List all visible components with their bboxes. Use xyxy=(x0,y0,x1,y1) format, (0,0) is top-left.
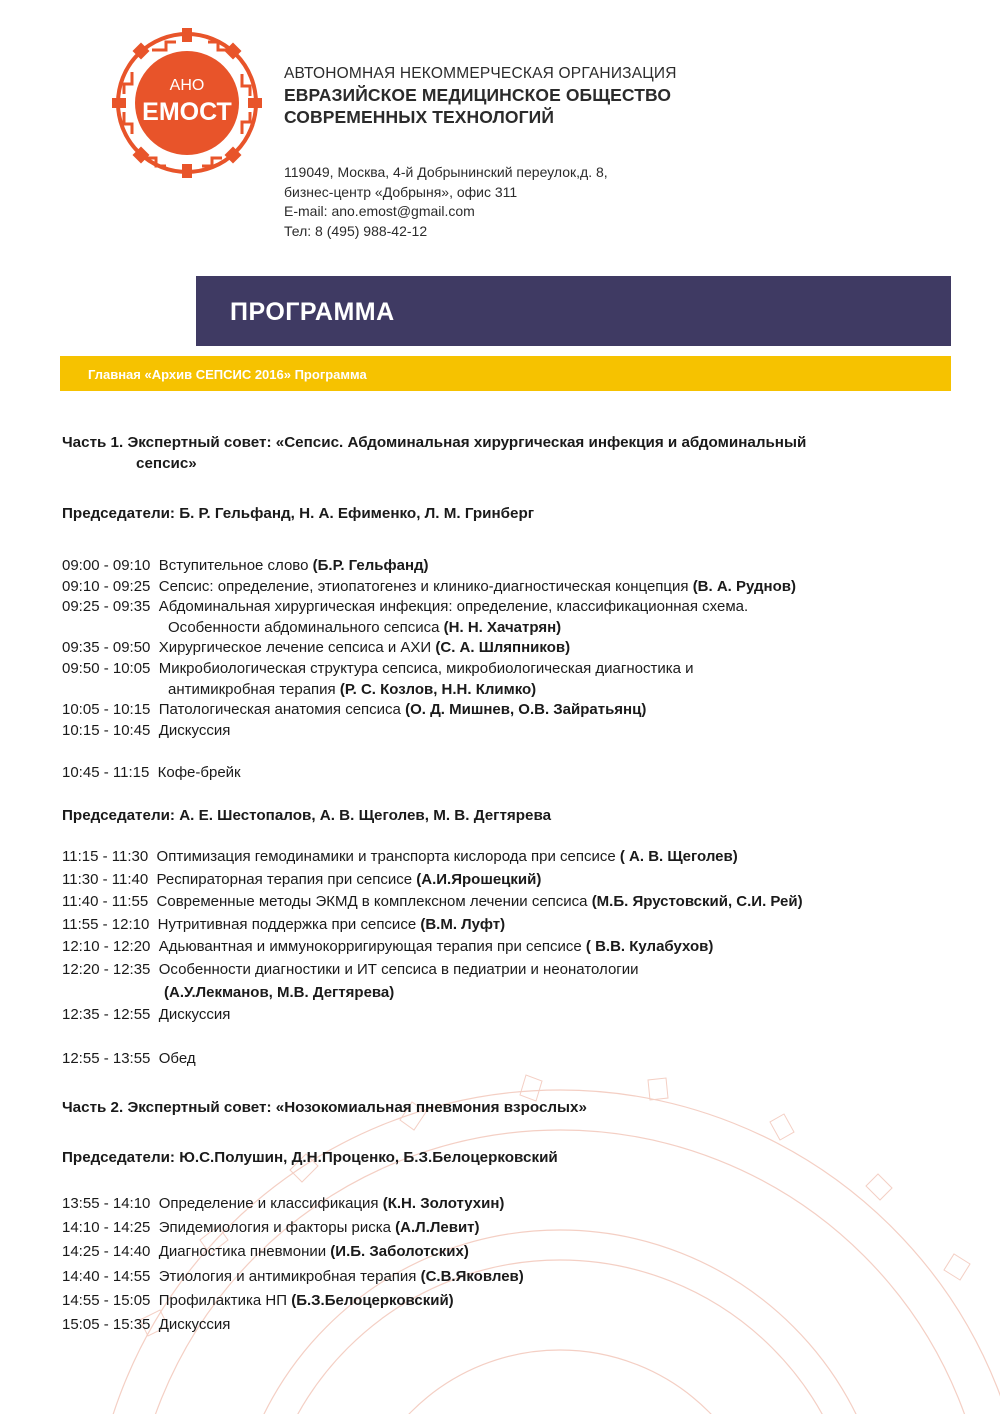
schedule-row xyxy=(62,1243,469,1260)
schedule-row xyxy=(62,722,230,739)
schedule-topic: Патологическая анатомия сепсиса xyxy=(158,701,401,719)
breadcrumb[interactable]: Главная «Архив СЕПСИС 2016» Программа xyxy=(88,367,367,382)
phone: Тел: 8 (495) 988-42-12 xyxy=(284,222,428,239)
schedule-speaker: (А.Л.Левит) xyxy=(395,1219,480,1237)
schedule-speaker: (М.Б. Ярустовский, С.И. Рей) xyxy=(591,893,803,911)
schedule-topic: Адьювантная и иммунокорригирующая терапия при сепсисе xyxy=(158,938,582,956)
schedule-topic: антимикробная терапия xyxy=(168,680,336,698)
schedule-speaker: (С.В.Яковлев) xyxy=(420,1267,524,1285)
schedule-row xyxy=(62,578,796,595)
schedule-topic: Диагностика пневмонии xyxy=(158,1243,327,1261)
schedule-time: 11:30 - 11:40 xyxy=(62,870,149,888)
organization-name xyxy=(284,64,677,128)
schedule-speaker: (С. А. Шляпников) xyxy=(435,639,571,657)
schedule-time: 09:35 - 09:50 xyxy=(62,639,151,657)
schedule-time: 09:50 - 10:05 xyxy=(62,660,151,677)
address-block xyxy=(284,163,608,241)
schedule-time: 10:05 - 10:15 xyxy=(62,701,151,719)
schedule-speaker: (А.И.Ярошецкий) xyxy=(416,870,542,888)
schedule-row xyxy=(62,871,541,888)
schedule-row xyxy=(62,557,429,574)
schedule-row xyxy=(62,848,738,865)
schedule-topic: Обед xyxy=(158,1050,196,1067)
schedule-topic: Нутритивная поддержка при сепсисе xyxy=(157,915,417,933)
schedule-time: 09:10 - 09:25 xyxy=(62,577,151,595)
part-1-title: Часть 1. Экспертный совет: «Сепсис. Абдоминальная хирургическая инфекция и абдоминальный xyxy=(62,434,807,451)
schedule-topic: Особенности абдоминального сепсиса xyxy=(168,618,440,636)
schedule-topic: Дискуссия xyxy=(158,1006,231,1024)
schedule-time: 14:25 - 14:40 xyxy=(62,1243,151,1261)
schedule-speaker: (А.У.Лекманов, М.В. Дегтярева) xyxy=(164,983,395,1001)
schedule-time: 09:25 - 09:35 xyxy=(62,598,151,616)
schedule-row xyxy=(62,1292,454,1309)
schedule-speaker: (Р. С. Козлов, Н.Н. Климко) xyxy=(339,680,537,698)
emost-logo xyxy=(112,28,262,178)
schedule-time: 13:55 - 14:10 xyxy=(62,1195,151,1212)
schedule-topic: Дискуссия xyxy=(158,721,231,739)
address-line-2: бизнес-центр «Добрыня», офис 311 xyxy=(284,183,518,200)
chairs-3: Председатели: Ю.С.Полушин, Д.Н.Проценко, Б.З.Белоцерковский xyxy=(62,1149,558,1166)
schedule-row xyxy=(62,639,570,656)
schedule-time: 14:55 - 15:05 xyxy=(62,1291,151,1309)
schedule-topic: Оптимизация гемодинамики и транспорта кислорода при сепсисе xyxy=(156,848,616,865)
schedule-speaker: (В.М. Луфт) xyxy=(420,915,506,933)
schedule-topic: Особенности диагностики и ИТ сепсиса в педиатрии и неонатологии xyxy=(158,961,639,978)
schedule-row xyxy=(62,916,505,933)
org-line-2: ЕВРАЗИЙСКОЕ МЕДИЦИНСКОЕ ОБЩЕСТВО xyxy=(284,85,672,105)
schedule-time: 12:20 - 12:35 xyxy=(62,961,151,978)
schedule-topic: Дискуссия xyxy=(158,1316,231,1333)
schedule-topic: Определение и классификация xyxy=(158,1195,379,1212)
schedule-speaker: (К.Н. Золотухин) xyxy=(382,1195,505,1212)
part-1-title-continued: сепсис» xyxy=(136,455,197,472)
part-2-title: Часть 2. Экспертный совет: «Нозокомиальная пневмония взрослых» xyxy=(62,1099,587,1116)
schedule-time: 10:15 - 10:45 xyxy=(62,721,151,739)
breadcrumb-bar xyxy=(60,356,951,391)
schedule-row xyxy=(62,961,639,978)
schedule-topic: Вступительное слово xyxy=(158,557,309,574)
schedule-row xyxy=(62,1316,230,1333)
schedule-time: 11:55 - 12:10 xyxy=(62,915,150,933)
schedule-row xyxy=(62,598,748,615)
schedule-row xyxy=(62,893,803,910)
chairs-1: Председатели: Б. Р. Гельфанд, Н. А. Ефименко, Л. М. Гринберг xyxy=(62,505,535,522)
schedule-speaker: (В. А. Руднов) xyxy=(692,577,796,595)
schedule-topic: Хирургическое лечение сепсиса и АХИ xyxy=(158,639,432,657)
schedule-time: 14:40 - 14:55 xyxy=(62,1267,151,1285)
page-title: ПРОГРАММА xyxy=(230,298,395,326)
schedule-speaker: ( В.В. Кулабухов) xyxy=(585,938,714,956)
schedule-row xyxy=(164,984,394,1001)
chairs-2: Председатели: А. Е. Шестопалов, А. В. Щеголев, М. В. Дегтярева xyxy=(62,807,552,824)
schedule-row xyxy=(62,1195,504,1212)
schedule-topic: Эпидемиология и факторы риска xyxy=(158,1219,391,1237)
schedule-time: 12:35 - 12:55 xyxy=(62,1006,151,1024)
schedule-topic: Микробиологическая структура сепсиса, микробиологическая диагностика и xyxy=(158,660,694,677)
schedule-topic: Респираторная терапия при сепсисе xyxy=(156,870,413,888)
schedule-row xyxy=(62,938,713,955)
schedule-time: 10:45 - 11:15 xyxy=(62,764,150,781)
schedule-speaker: (Б.З.Белоцерковский) xyxy=(291,1291,454,1309)
address-line-1: 119049, Москва, 4-й Добрынинский переулок,д. 8, xyxy=(284,164,608,180)
lunch-row xyxy=(62,1050,196,1067)
schedule-speaker: (Н. Н. Хачатрян) xyxy=(443,618,562,636)
coffee-break-row xyxy=(62,764,241,781)
schedule-topic: Сепсис: определение, этиопатогенез и клинико-диагностическая концепция xyxy=(158,577,689,595)
schedule-row xyxy=(62,1219,480,1236)
schedule-row xyxy=(62,1268,524,1285)
schedule-speaker: ( А. В. Щеголев) xyxy=(619,848,738,865)
schedule-row xyxy=(168,681,536,698)
program-banner xyxy=(196,276,951,346)
schedule-topic: Этиология и антимикробная терапия xyxy=(158,1267,417,1285)
org-line-3: СОВРЕМЕННЫХ ТЕХНОЛОГИЙ xyxy=(284,107,555,127)
schedule-topic: Профилактика НП xyxy=(158,1291,288,1309)
schedule-topic: Абдоминальная хирургическая инфекция: определение, классификационная схема. xyxy=(158,598,749,616)
org-line-1: АВТОНОМНАЯ НЕКОММЕРЧЕСКАЯ ОРГАНИЗАЦИЯ xyxy=(284,65,677,82)
schedule-row xyxy=(62,701,646,718)
schedule-speaker: (И.Б. Заболотских) xyxy=(330,1243,469,1261)
schedule-time: 15:05 - 15:35 xyxy=(62,1316,151,1333)
schedule-time: 12:55 - 13:55 xyxy=(62,1050,151,1067)
schedule-row xyxy=(62,660,693,677)
schedule-time: 09:00 - 09:10 xyxy=(62,557,151,574)
schedule-time: 11:15 - 11:30 xyxy=(62,848,149,865)
schedule-topic: Современные методы ЭКМД в комплексном лечении сепсиса xyxy=(156,893,588,911)
schedule-time: 14:10 - 14:25 xyxy=(62,1219,151,1237)
schedule-speaker: (О. Д. Мишнев, О.В. Зайратьянц) xyxy=(405,701,647,719)
logo-big-text: ЕМОСТ xyxy=(142,98,232,126)
schedule-time: 12:10 - 12:20 xyxy=(62,938,151,956)
schedule-speaker: (Б.Р. Гельфанд) xyxy=(312,557,429,574)
schedule-row xyxy=(168,619,561,636)
email: E-mail: ano.emost@gmail.com xyxy=(284,203,475,219)
schedule-topic: Кофе-брейк xyxy=(157,764,241,781)
schedule-row xyxy=(62,1006,230,1023)
schedule-time: 11:40 - 11:55 xyxy=(62,893,149,911)
logo-small-text: АНО xyxy=(169,77,205,94)
